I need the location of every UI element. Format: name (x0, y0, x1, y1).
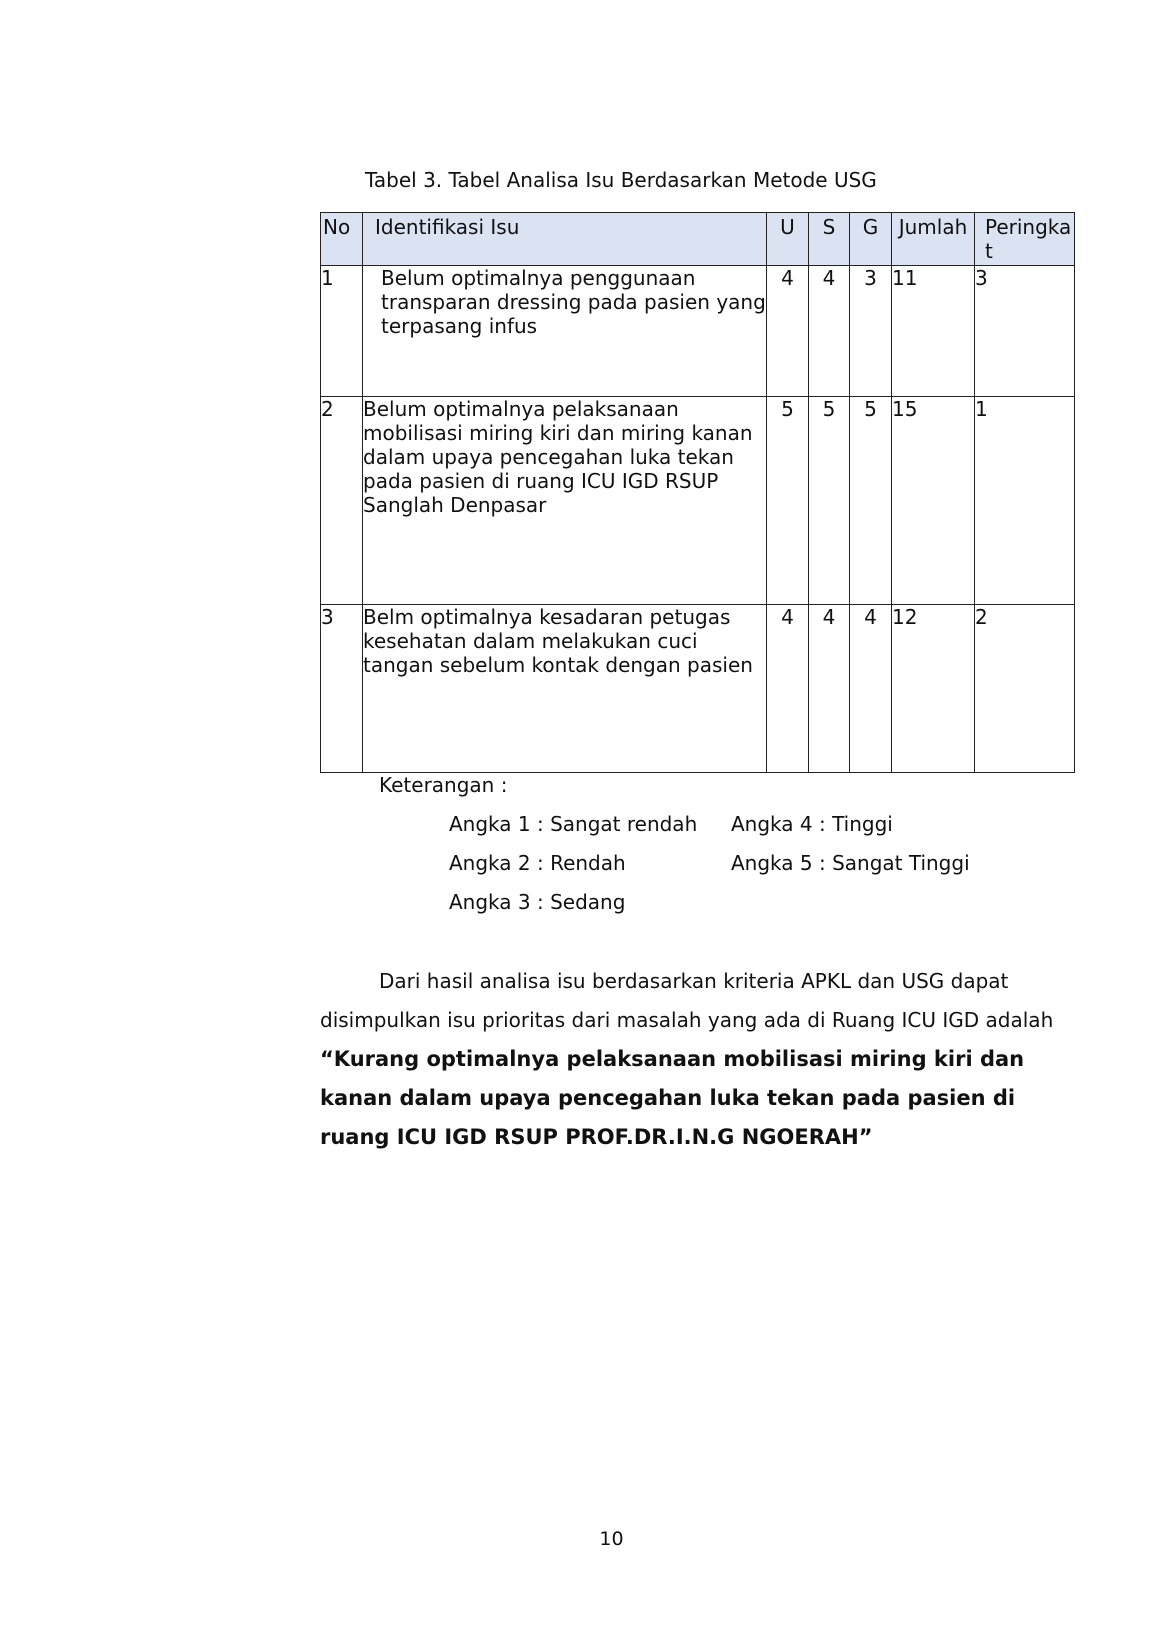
table-row (321, 266, 1075, 397)
legend-item: Angka 3 : Sedang (449, 890, 626, 914)
row-isu: Belum optimalnya pelaksanaan mobilisasi miring kiri dan miring kanan dalam upaya pencegahan luka tekan pada pasien di ruang ICU IGD RSUP Sanglah Denpasar (363, 397, 767, 605)
row-s: 4 (809, 266, 850, 397)
table-caption: Tabel 3. Tabel Analisa Isu Berdasarkan Metode USG (365, 168, 877, 192)
row-isu: Belum optimalnya penggunaan transparan dressing pada pasien yang terpasang infus (363, 266, 767, 397)
paragraph-intro: Dari hasil analisa isu berdasarkan kriteria APKL dan USG dapat disimpulkan isu prioritas dari masalah yang ada di Ruang ICU IGD adalah (320, 969, 1054, 1032)
table-row (321, 397, 1075, 605)
row-no: 2 (321, 397, 363, 605)
header-no: No (321, 213, 363, 266)
row-jumlah: 12 (892, 605, 975, 773)
legend-item: Angka 2 : Rendah (449, 851, 626, 875)
header-identifikasi-isu: Identifikasi Isu (363, 213, 767, 266)
header-jumlah: Jumlah (892, 213, 975, 266)
table-row (321, 605, 1075, 773)
header-peringkat: Peringkat (975, 213, 1075, 266)
table-header-row (321, 213, 1075, 266)
page-number: 10 (599, 1528, 624, 1550)
row-isu: Belm optimalnya kesadaran petugas kesehatan dalam melakukan cuci tangan sebelum kontak dengan pasien (363, 605, 767, 773)
row-s: 5 (809, 397, 850, 605)
row-peringkat: 3 (975, 266, 1075, 397)
paragraph-conclusion: “Kurang optimalnya pelaksanaan mobilisasi miring kiri dan kanan dalam upaya pencegahan luka tekan pada pasien di ruang ICU IGD RSUP PROF.DR.I.N.G NGOERAH” (320, 1047, 1025, 1149)
header-g: G (850, 213, 892, 266)
row-jumlah: 11 (892, 266, 975, 397)
keterangan-title: Keterangan : (379, 773, 508, 797)
row-peringkat: 1 (975, 397, 1075, 605)
row-g: 5 (850, 397, 892, 605)
header-u: U (767, 213, 809, 266)
row-u: 4 (767, 605, 809, 773)
row-g: 3 (850, 266, 892, 397)
row-no: 1 (321, 266, 363, 397)
conclusion-paragraph (320, 962, 1080, 1157)
legend-item: Angka 5 : Sangat Tinggi (731, 851, 970, 875)
legend-item: Angka 4 : Tinggi (731, 812, 893, 836)
row-s: 4 (809, 605, 850, 773)
row-jumlah: 15 (892, 397, 975, 605)
row-u: 4 (767, 266, 809, 397)
row-peringkat: 2 (975, 605, 1075, 773)
legend-item: Angka 1 : Sangat rendah (449, 812, 698, 836)
row-g: 4 (850, 605, 892, 773)
row-u: 5 (767, 397, 809, 605)
header-s: S (809, 213, 850, 266)
row-no: 3 (321, 605, 363, 773)
usg-table (320, 212, 1075, 773)
